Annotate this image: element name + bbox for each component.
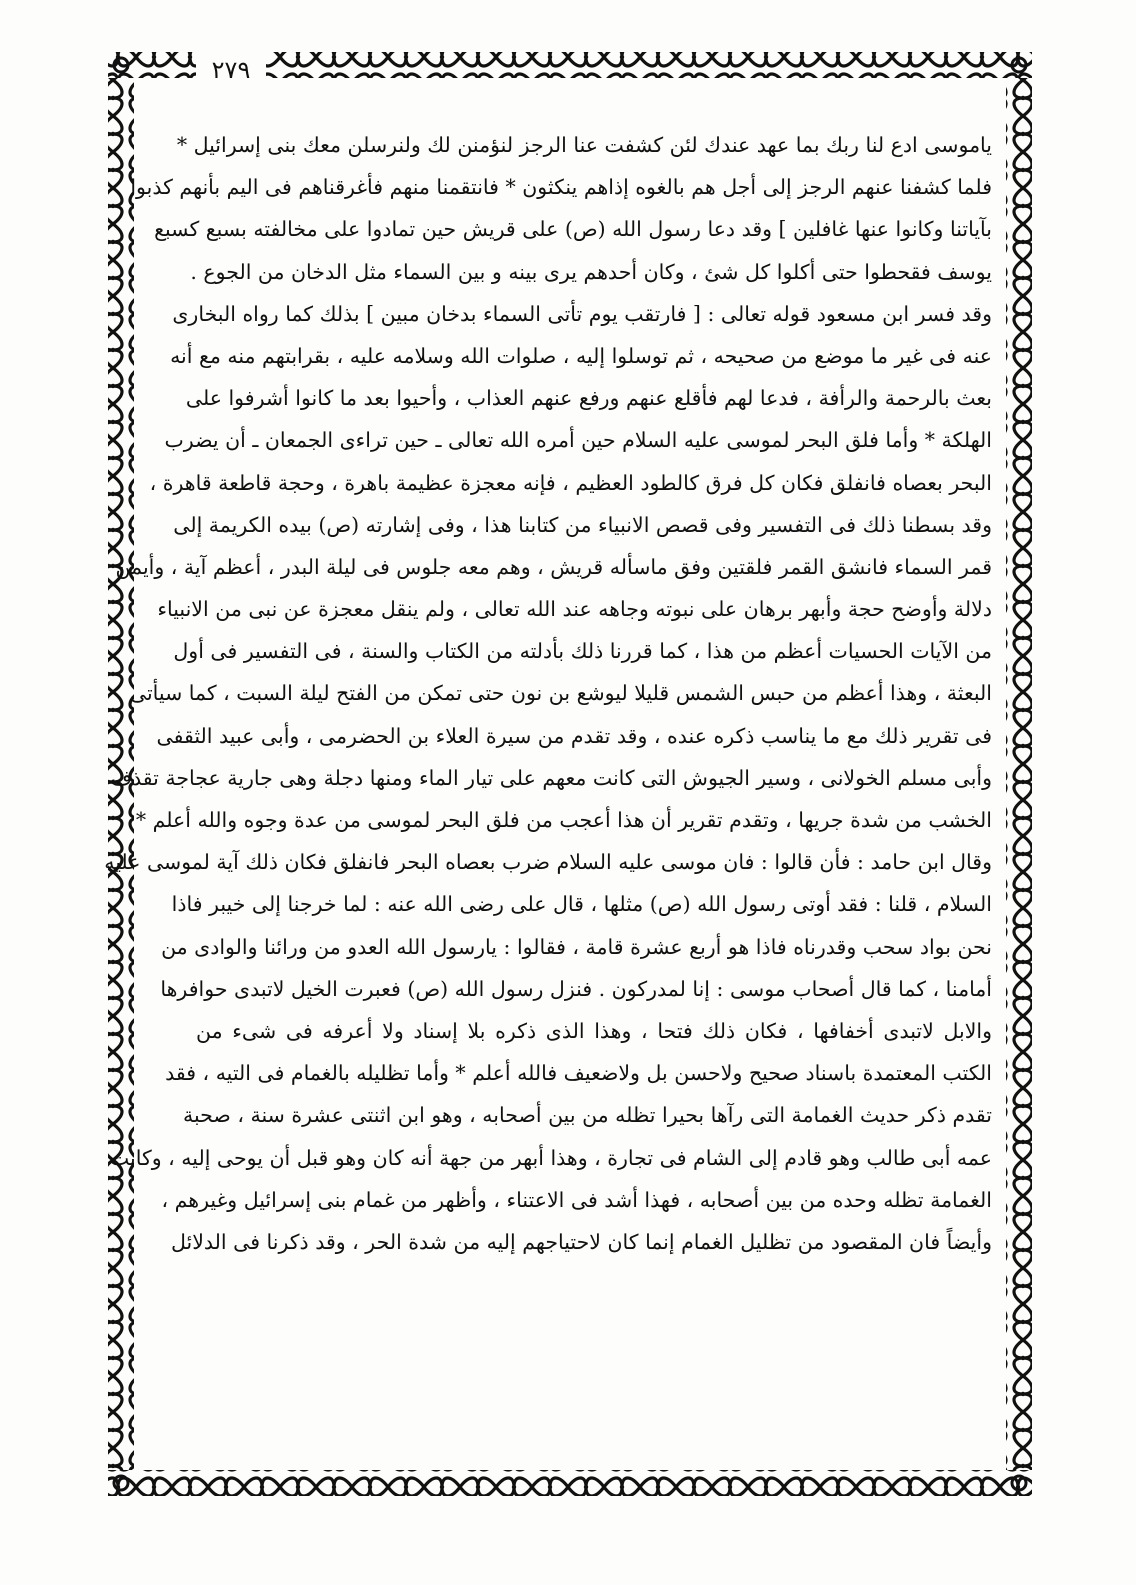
text-line: وقد فسر ابن مسعود قوله تعالى : [ فارتقب يوم تأتى السماء بدخان مبين ] بذلك كما رواه البخارى: [172, 301, 992, 326]
text-line: وقد بسطنا ذلك فى التفسير وفى قصص الانبياء من كتابنا هذا ، وفى إشارته (ص) بيده الكريمة إلى: [173, 512, 992, 537]
text-line: وأيضاً فان المقصود من تظليل الغمام إنما كان لاحتياجهم إليه من شدة الحر ، وقد ذكرنا فى الدلائل: [170, 1229, 992, 1254]
text-line: الهلكة * وأما فلق البحر لموسى عليه السلام حين أمره الله تعالى ـ حين تراءى الجمعان ـ أن يضرب: [164, 428, 992, 453]
text-line: أمامنا ، كما قال أصحاب موسى : إنا لمدركون . فنزل رسول الله (ص) فعبرت الخيل لاتبدى حوافرها: [160, 976, 992, 1001]
text-line: فلما كشفنا عنهم الرجز إلى أجل هم بالغوه إذاهم ينكثون * فانتقمنا منهم فأغرقناهم فى اليم بأنهم كذبوا: [130, 175, 992, 200]
text-line: والابل لاتبدى أخفافها ، فكان ذلك فتحا ، وهذا الذى ذكره بلا إسناد ولا أعرفه فى شىء من: [196, 1018, 992, 1043]
text-line: عنه فى غير ما موضع من صحيحه ، ثم توسلوا إليه ، صلوات الله وسلامه عليه ، بقرابتهم منه مع أنه: [170, 343, 992, 368]
text-line: دلالة وأوضح حجة وأبهر برهان على نبوته وجاهه عند الله تعالى ، ولم ينقل معجزة عن نبى من الانبياء: [157, 597, 992, 622]
page-body-text: [104, 124, 992, 1263]
text-line: فى تقرير ذلك مع ما يناسب ذكره عنده ، وقد تقدم من سيرة العلاء بن الحضرمى ، وأبى عبيد الثقفى: [156, 723, 992, 748]
text-line: نحن بواد سحب وقدرناه فاذا هو أربع عشرة قامة ، فقالوا : يارسول الله العدو من ورائنا والوادى من: [161, 934, 992, 959]
text-line: ياموسى ادع لنا ربك بما عهد عندك لئن كشفت عنا الرجز لنؤمنن لك ولنرسلن معك بنى إسرائيل *: [176, 133, 992, 157]
text-line: البعثة ، وهذا أعظم من حبس الشمس قليلا ليوشع بن نون حتى تمكن من الفتح ليلة السبت ، كما سيأتى: [129, 681, 992, 706]
text-line: بعث بالرحمة والرأفة ، فدعا لهم فأقلع عنهم ورفع عنهم العذاب ، وأحيوا بعد ما كانوا أشرفوا على: [185, 386, 992, 411]
text-line: عمه أبى طالب وهو قادم إلى الشام فى تجارة ، وهذا أبهر من جهة أنه كان وهو قبل أن يوحى إليه ، وكانت: [109, 1145, 992, 1170]
border-right: [1006, 78, 1032, 1470]
text-line: من الآيات الحسيات أعظم من هذا ، كما قررنا ذلك بأدلته من الكتاب والسنة ، فى التفسير فى أول: [173, 639, 992, 664]
text-line: وأبى مسلم الخولانى ، وسير الجيوش التى كانت معهم على تيار الماء ومنها دجلة وهى جارية عجاجة تقذف: [110, 765, 992, 790]
text-line: يوسف فقحطوا حتى أكلوا كل شئ ، وكان أحدهم يرى بينه و بين السماء مثل الدخان من الجوع .: [190, 259, 992, 284]
border-bottom: [108, 1470, 1032, 1496]
text-line: قمر السماء فانشق القمر فلقتين وفق ماسأله قريش ، وهم معه جلوس فى ليلة البدر ، أعظم آية ، وأيمن: [115, 554, 992, 579]
text-line: السلام ، قلنا : فقد أوتى رسول الله (ص) مثلها ، قال على رضى الله عنه : لما خرجنا إلى خيبر فاذا: [171, 892, 992, 917]
text-line: بآياتنا وكانوا عنها غافلين ] وقد دعا رسول الله (ص) على قريش حين تمادوا على مخالفته بسبع كسبع: [154, 217, 992, 242]
text-line: الغمامة تظله وحده من بين أصحابه ، فهذا أشد فى الاعتناء ، وأظهر من غمام بنى إسرائيل وغيرهم ،: [161, 1187, 992, 1212]
text-line: الكتب المعتمدة باسناد صحيح ولاحسن بل ولاضعيف فالله أعلم * وأما تظليله بالغمام فى التيه ، فقد: [165, 1061, 992, 1086]
text-line: البحر بعصاه فانفلق فكان كل فرق كالطود العظيم ، فإنه معجزة عظيمة باهرة ، وحجة قاطعة قاهرة ،: [149, 470, 992, 495]
text-line: تقدم ذكر حديث الغمامة التى رآها بحيرا تظله من بين أصحابه ، وهو ابن اثنتى عشرة سنة ، صحبة: [183, 1103, 992, 1128]
text-line: الخشب من شدة جريها ، وتقدم تقرير أن هذا أعجب من فلق البحر لموسى من عدة وجوه والله أعلم *: [135, 808, 992, 832]
text-line: وقال ابن حامد : فأن قالوا : فان موسى عليه السلام ضرب بعصاه البحر فانفلق فكان ذلك آية لموسى عليه: [104, 850, 992, 875]
page-number: ٢٧٩: [196, 52, 266, 88]
